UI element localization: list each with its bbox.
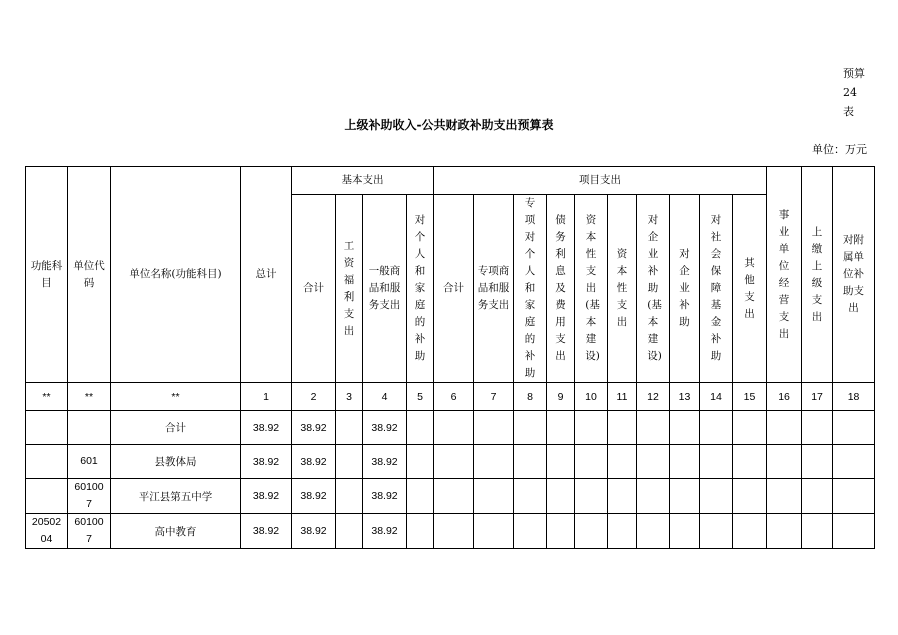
- func-code-cell: [26, 411, 68, 445]
- empty-cell: [547, 479, 575, 514]
- empty-cell: [474, 411, 514, 445]
- index-cell: 14: [700, 383, 733, 411]
- index-cell: 13: [670, 383, 700, 411]
- empty-cell: [575, 445, 608, 479]
- table-row: [26, 445, 875, 479]
- index-cell: 11: [608, 383, 637, 411]
- empty-cell: [336, 445, 363, 479]
- empty-cell: [833, 411, 875, 445]
- col-basic-goods: 一般商品和服务支出: [363, 195, 407, 383]
- total-cell: 38.92: [241, 445, 292, 479]
- empty-cell: [733, 445, 767, 479]
- empty-cell: [767, 479, 802, 514]
- index-cell: 15: [733, 383, 767, 411]
- index-cell: 7: [474, 383, 514, 411]
- unit-code-cell: 601: [68, 445, 111, 479]
- col-total: 总计: [241, 167, 292, 383]
- empty-cell: [608, 514, 637, 549]
- empty-cell: [700, 514, 733, 549]
- index-cell: 3: [336, 383, 363, 411]
- empty-cell: [802, 514, 833, 549]
- index-cell: 9: [547, 383, 575, 411]
- empty-cell: [700, 445, 733, 479]
- empty-cell: [336, 479, 363, 514]
- empty-cell: [474, 514, 514, 549]
- empty-cell: [637, 445, 670, 479]
- budget-table: [25, 166, 875, 549]
- col-basic-group: 基本支出: [292, 167, 434, 195]
- empty-cell: [833, 514, 875, 549]
- col-unit-code: 单位代码: [68, 167, 111, 383]
- empty-cell: [547, 445, 575, 479]
- col-proj-enterprise-build: 对企业补助(基本建设): [637, 195, 670, 383]
- unit-name-cell: 平江县第五中学: [111, 479, 241, 514]
- empty-cell: [434, 514, 474, 549]
- empty-cell: [407, 514, 434, 549]
- page-title: 上级补助收入-公共财政补助支出预算表: [344, 118, 554, 132]
- index-cell: 1: [241, 383, 292, 411]
- basic-subtotal-cell: 38.92: [292, 514, 336, 549]
- empty-cell: [474, 479, 514, 514]
- index-cell: **: [26, 383, 68, 411]
- empty-cell: [833, 479, 875, 514]
- empty-cell: [514, 479, 547, 514]
- index-cell: 12: [637, 383, 670, 411]
- unit-code-cell: 601007: [68, 514, 111, 549]
- col-basic-subtotal: 合计: [292, 195, 336, 383]
- index-cell: 10: [575, 383, 608, 411]
- empty-cell: [767, 514, 802, 549]
- empty-cell: [733, 514, 767, 549]
- empty-cell: [637, 514, 670, 549]
- empty-cell: [434, 411, 474, 445]
- func-code-cell: 2050204: [26, 514, 68, 549]
- basic-subtotal-cell: 38.92: [292, 445, 336, 479]
- empty-cell: [336, 411, 363, 445]
- col-remit-upper: 上缴上级支出: [802, 167, 833, 383]
- col-proj-social: 对社会保障基金补助: [700, 195, 733, 383]
- unit-name-cell: 高中教育: [111, 514, 241, 549]
- empty-cell: [547, 411, 575, 445]
- index-cell: 16: [767, 383, 802, 411]
- unit-code-cell: [68, 411, 111, 445]
- total-cell: 38.92: [241, 479, 292, 514]
- col-proj-capital-build: 资本性支出(基本建设): [575, 195, 608, 383]
- empty-cell: [670, 445, 700, 479]
- empty-cell: [514, 445, 547, 479]
- empty-cell: [336, 514, 363, 549]
- col-sub-unit: 对附属单位补助支出: [833, 167, 875, 383]
- col-biz-ops: 事业单位经营支出: [767, 167, 802, 383]
- col-unit-name: 单位名称(功能科目): [111, 167, 241, 383]
- func-code-cell: [26, 479, 68, 514]
- unit-code-cell: 601007: [68, 479, 111, 514]
- empty-cell: [474, 445, 514, 479]
- empty-cell: [514, 514, 547, 549]
- index-cell: 17: [802, 383, 833, 411]
- empty-cell: [833, 445, 875, 479]
- empty-cell: [575, 479, 608, 514]
- empty-cell: [407, 445, 434, 479]
- index-cell: 6: [434, 383, 474, 411]
- empty-cell: [434, 445, 474, 479]
- index-cell: 5: [407, 383, 434, 411]
- empty-cell: [608, 445, 637, 479]
- basic-goods-cell: 38.92: [363, 411, 407, 445]
- unit-name-cell: 县教体局: [111, 445, 241, 479]
- empty-cell: [637, 479, 670, 514]
- table-number: [843, 64, 865, 121]
- header-row-1: [26, 167, 875, 195]
- empty-cell: [767, 411, 802, 445]
- col-proj-enterprise: 对企业补助: [670, 195, 700, 383]
- empty-cell: [670, 411, 700, 445]
- table-row: [26, 411, 875, 445]
- col-proj-other: 其他支出: [733, 195, 767, 383]
- table-number-line: 预算: [843, 67, 865, 80]
- table-row: [26, 514, 875, 549]
- table-number-line: 24: [843, 86, 857, 99]
- index-cell: **: [111, 383, 241, 411]
- empty-cell: [802, 411, 833, 445]
- empty-cell: [637, 411, 670, 445]
- basic-goods-cell: 38.92: [363, 445, 407, 479]
- col-proj-capital: 资本性支出: [608, 195, 637, 383]
- empty-cell: [767, 445, 802, 479]
- empty-cell: [608, 479, 637, 514]
- basic-goods-cell: 38.92: [363, 514, 407, 549]
- empty-cell: [733, 411, 767, 445]
- empty-cell: [547, 514, 575, 549]
- empty-cell: [802, 445, 833, 479]
- index-cell: 4: [363, 383, 407, 411]
- unit-name-cell: 合计: [111, 411, 241, 445]
- empty-cell: [670, 514, 700, 549]
- col-proj-goods: 专项商品和服务支出: [474, 195, 514, 383]
- empty-cell: [575, 514, 608, 549]
- index-cell: **: [68, 383, 111, 411]
- col-proj-subtotal: 合计: [434, 195, 474, 383]
- empty-cell: [434, 479, 474, 514]
- empty-cell: [575, 411, 608, 445]
- empty-cell: [407, 479, 434, 514]
- empty-cell: [733, 479, 767, 514]
- empty-cell: [608, 411, 637, 445]
- unit-label: 单位：万元: [812, 143, 867, 156]
- empty-cell: [407, 411, 434, 445]
- index-cell: 18: [833, 383, 875, 411]
- column-index-row: [26, 383, 875, 411]
- empty-cell: [670, 479, 700, 514]
- col-basic-wage: 工资福利支出: [336, 195, 363, 383]
- basic-subtotal-cell: 38.92: [292, 479, 336, 514]
- table-number-line: 表: [843, 105, 854, 118]
- total-cell: 38.92: [241, 514, 292, 549]
- table-row: [26, 479, 875, 514]
- index-cell: 2: [292, 383, 336, 411]
- col-func-code: 功能科目: [26, 167, 68, 383]
- basic-goods-cell: 38.92: [363, 479, 407, 514]
- col-basic-personal: 对个人和家庭的补助: [407, 195, 434, 383]
- empty-cell: [802, 479, 833, 514]
- func-code-cell: [26, 445, 68, 479]
- basic-subtotal-cell: 38.92: [292, 411, 336, 445]
- empty-cell: [700, 411, 733, 445]
- col-proj-debt: 债务利息及费用支出: [547, 195, 575, 383]
- empty-cell: [700, 479, 733, 514]
- total-cell: 38.92: [241, 411, 292, 445]
- col-proj-personal: 专项对个人和家庭的补助: [514, 195, 547, 383]
- col-project-group: 项目支出: [434, 167, 767, 195]
- empty-cell: [514, 411, 547, 445]
- index-cell: 8: [514, 383, 547, 411]
